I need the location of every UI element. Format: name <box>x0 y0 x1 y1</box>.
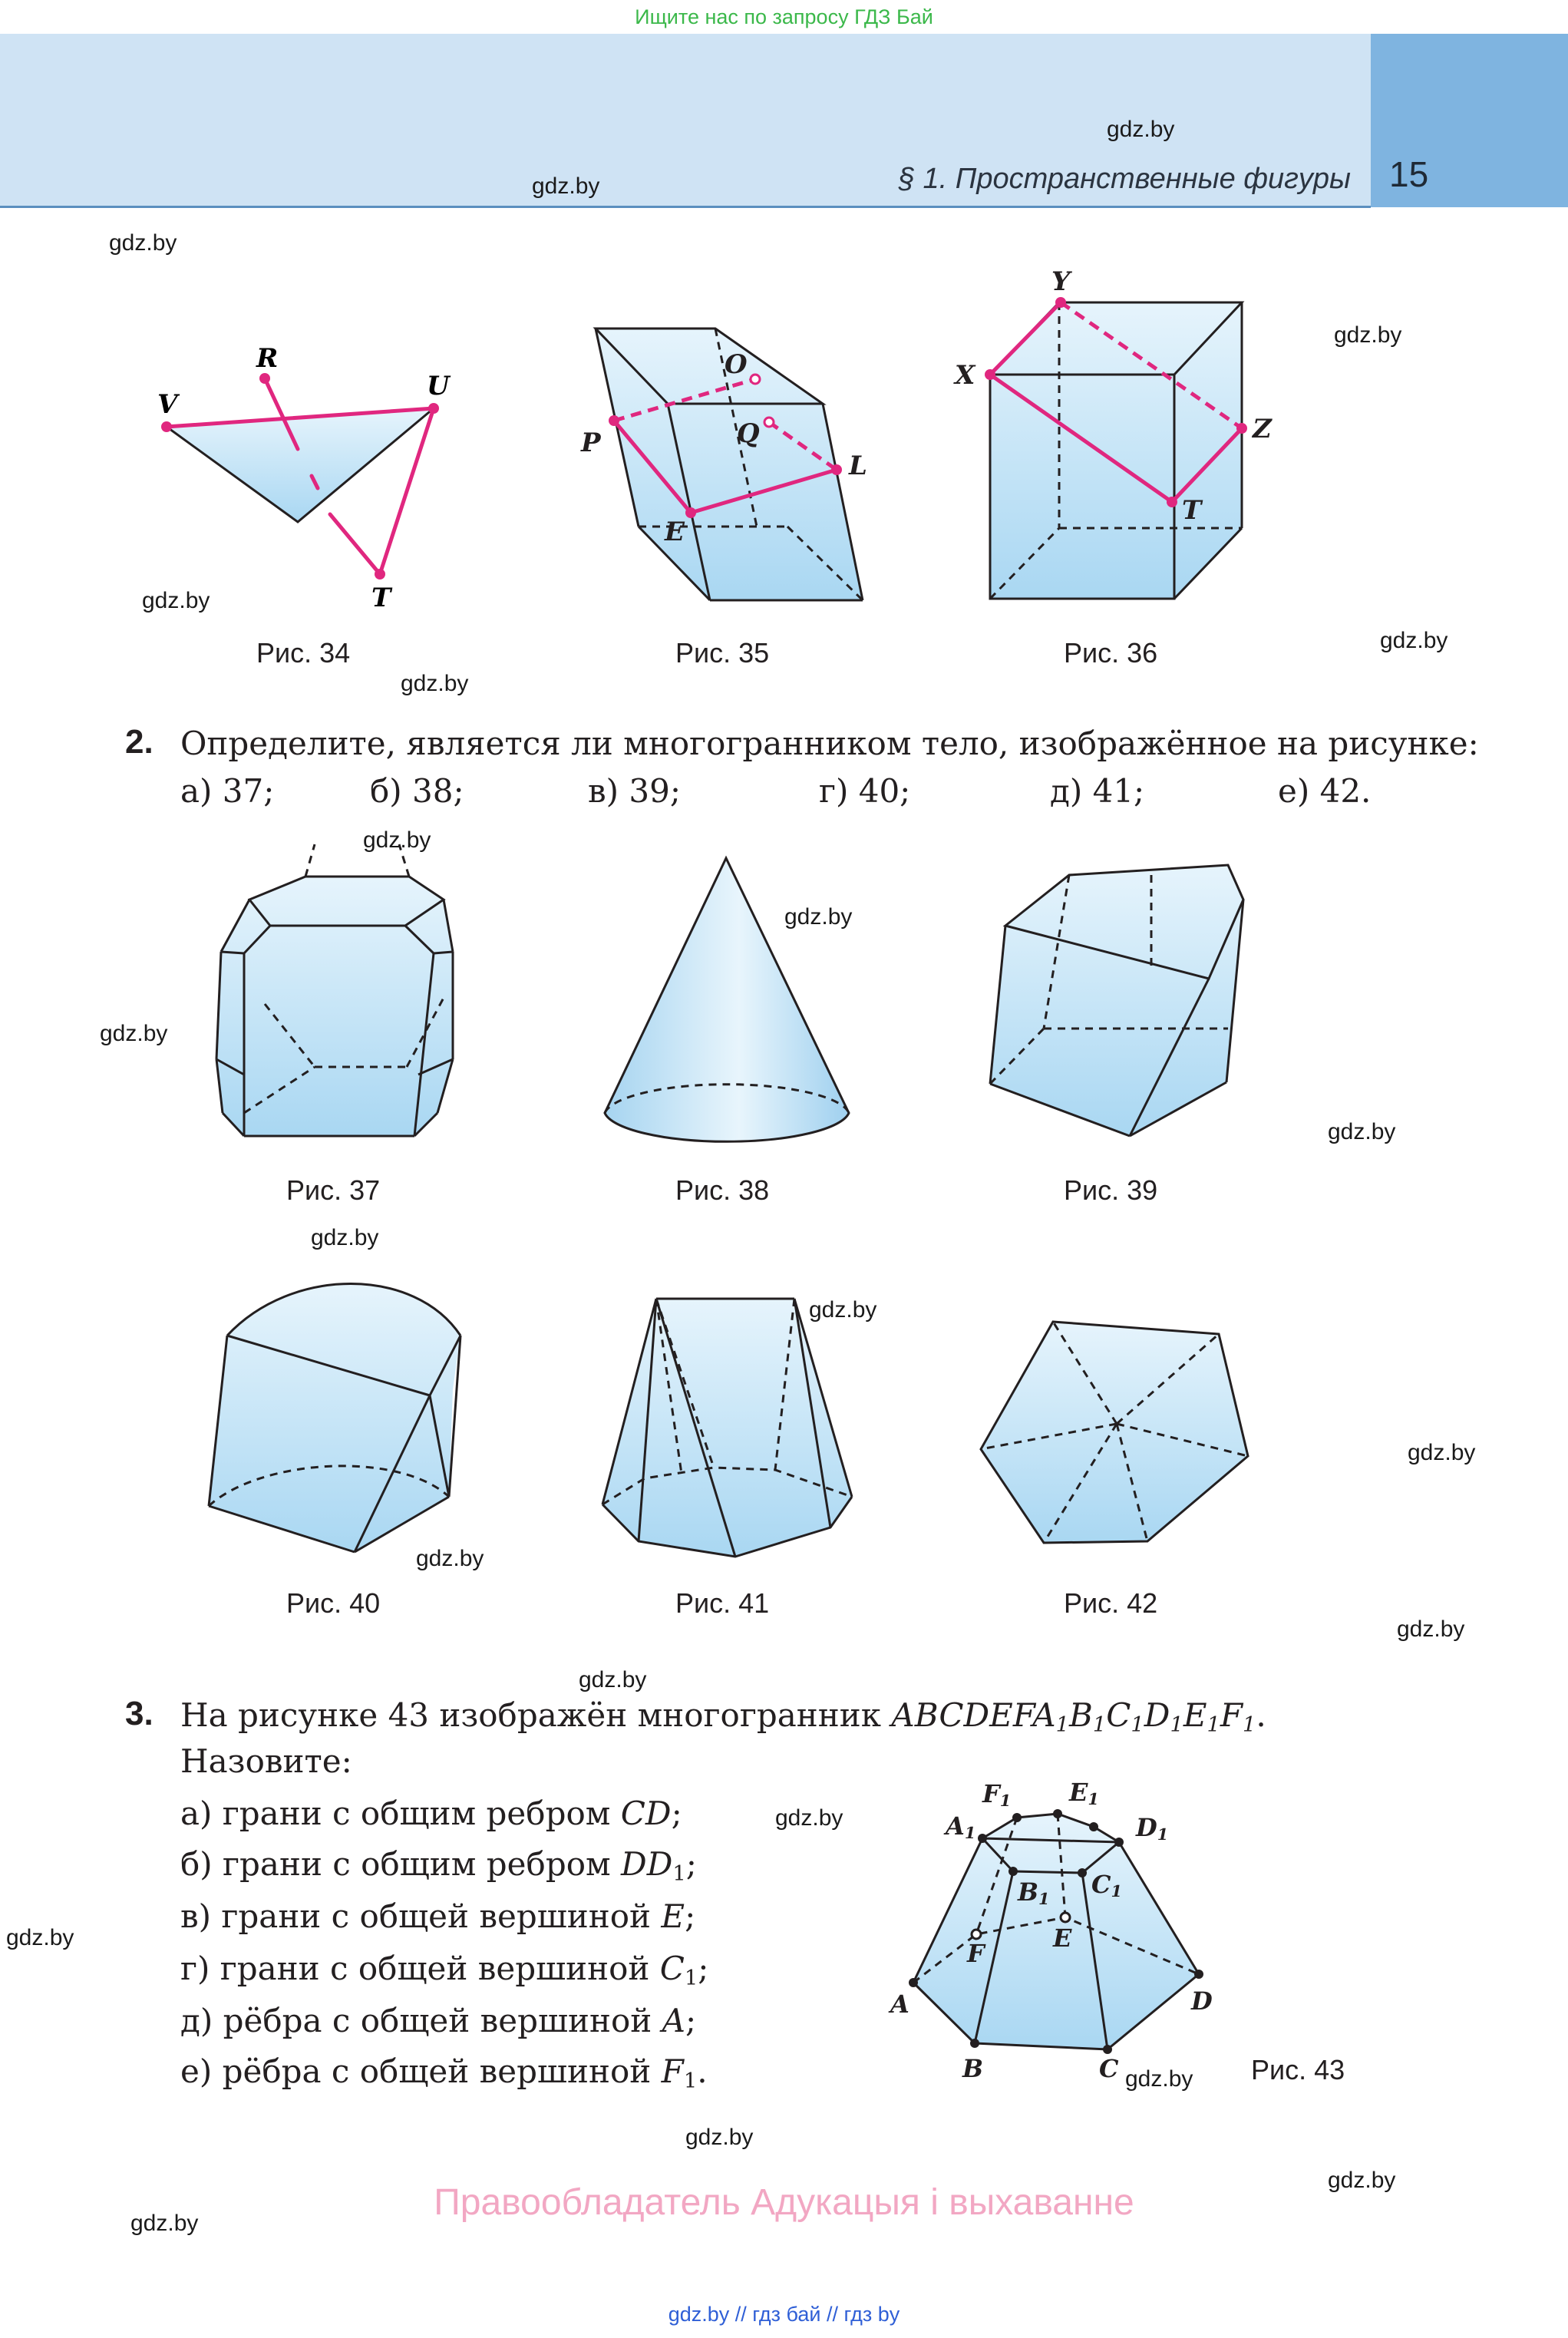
fig39-drawing <box>990 865 1243 1136</box>
watermark: gdz.by <box>311 1225 379 1250</box>
fig42-drawing <box>981 1322 1248 1543</box>
svg-text:X: X <box>955 360 975 391</box>
fig38-drawing <box>605 858 849 1141</box>
svg-text:R: R <box>256 343 279 374</box>
task3-item: е) рёбра с общей вершиной $F_1$. <box>180 2052 708 2093</box>
watermark: gdz.by <box>532 173 600 199</box>
caption-fig36: Рис. 36 <box>1064 637 1158 669</box>
label-F1: $F_1$ <box>982 1779 1012 1811</box>
caption-fig40: Рис. 40 <box>286 1587 381 1619</box>
watermark: gdz.by <box>109 230 177 256</box>
task3-number: 3. <box>125 1695 153 1732</box>
watermark: gdz.by <box>1328 1119 1396 1144</box>
task2-option: б) 38; <box>370 772 464 810</box>
fig34-drawing <box>157 343 451 613</box>
watermark: gdz.by <box>775 1805 843 1831</box>
svg-text:E: E <box>665 517 685 547</box>
fig40-drawing <box>209 1284 460 1553</box>
watermark: gdz.by <box>685 2125 754 2150</box>
watermark: gdz.by <box>784 904 853 930</box>
task2-option: а) 37; <box>180 772 275 810</box>
label-A: A <box>890 1990 909 2019</box>
caption-fig34: Рис. 34 <box>256 637 351 669</box>
svg-text:Z: Z <box>1253 414 1272 444</box>
task2-option: г) 40; <box>819 772 911 810</box>
watermark: gdz.by <box>1408 1440 1476 1465</box>
task2-text: Определите, является ли многогранником тело, изображённое на рисунке: <box>180 725 1479 762</box>
svg-text:T: T <box>1182 495 1202 526</box>
watermark: gdz.by <box>130 2211 199 2236</box>
task2-number: 2. <box>125 723 153 761</box>
watermark: gdz.by <box>1328 2168 1396 2193</box>
watermark: gdz.by <box>363 827 431 853</box>
task3-item: г) грани с общей вершиной $C_1$; <box>180 1950 709 1990</box>
fig37-drawing <box>216 844 453 1136</box>
label-E: E <box>1053 1924 1072 1953</box>
watermark: gdz.by <box>579 1667 647 1692</box>
caption-fig41: Рис. 41 <box>675 1587 770 1619</box>
watermark: gdz.by <box>100 1021 168 1046</box>
task2-option: в) 39; <box>588 772 681 810</box>
svg-text:T: T <box>371 583 391 613</box>
task3-item: в) грани с общей вершиной E; <box>180 1897 696 1935</box>
svg-text:L: L <box>849 451 867 481</box>
svg-text:O: O <box>725 349 748 380</box>
watermark: gdz.by <box>809 1297 877 1323</box>
caption-fig38: Рис. 38 <box>675 1174 770 1206</box>
footer-links[interactable]: gdz.by // гдз бай // гдз by <box>668 2303 900 2326</box>
label-E1: $E_1$ <box>1069 1778 1099 1809</box>
caption-fig37: Рис. 37 <box>286 1174 381 1206</box>
label-C1: $C_1$ <box>1091 1870 1122 1901</box>
fig41-drawing <box>602 1299 852 1557</box>
task2-option: д) 41; <box>1050 772 1145 810</box>
task3-intro: На рисунке 43 изображён многогранник $ABCDEFA_1B_1C_1D_1E_1F_1$. <box>180 1696 1266 1737</box>
caption-fig42: Рис. 42 <box>1064 1587 1158 1619</box>
svg-text:U: U <box>427 371 450 401</box>
watermark: gdz.by <box>401 671 469 696</box>
task3-item: б) грани с общим ребром $DD_1$; <box>180 1845 697 1886</box>
watermark: gdz.by <box>1397 1616 1465 1642</box>
task3-item: д) рёбра с общей вершиной A; <box>180 2002 697 2039</box>
label-D: D <box>1191 1986 1213 2016</box>
svg-text:Y: Y <box>1051 266 1071 297</box>
running-head: § 1. Пространственные фигуры <box>898 163 1351 195</box>
caption-fig39: Рис. 39 <box>1064 1174 1158 1206</box>
copyright-notice: Правообладатель Адукацыя і выхаванне <box>434 2182 1134 2223</box>
polyhedron-name: $ABCDEFA_1B_1C_1D_1E_1F_1$ <box>891 1696 1256 1737</box>
task2-option: е) 42. <box>1278 772 1372 810</box>
label-B1: $B_1$ <box>1018 1877 1050 1909</box>
watermark: gdz.by <box>416 1546 484 1571</box>
label-F: F <box>967 1939 985 1968</box>
watermark: gdz.by <box>6 1925 74 1950</box>
watermark: gdz.by <box>1125 2066 1193 2092</box>
page-number: 15 <box>1389 154 1429 194</box>
svg-text:V: V <box>157 389 178 420</box>
fig36-drawing <box>953 266 1273 599</box>
top-banner[interactable]: Ищите нас по запросу ГДЗ Бай <box>635 5 933 28</box>
caption-fig43: Рис. 43 <box>1251 2054 1345 2085</box>
label-D1: $D_1$ <box>1136 1813 1169 1844</box>
watermark: gdz.by <box>142 588 210 613</box>
svg-text:Q: Q <box>737 418 760 449</box>
task3-item: а) грани с общим ребром CD; <box>180 1795 682 1832</box>
task3-name-it: Назовите: <box>180 1742 352 1780</box>
label-A1: $A_1$ <box>946 1811 976 1843</box>
watermark: gdz.by <box>1107 117 1175 142</box>
caption-fig35: Рис. 35 <box>675 637 770 669</box>
label-C: C <box>1099 2054 1119 2083</box>
svg-text:P: P <box>581 428 601 458</box>
watermark: gdz.by <box>1380 628 1448 653</box>
label-B: B <box>962 2054 984 2083</box>
watermark: gdz.by <box>1334 322 1402 348</box>
fig35-drawing <box>580 329 867 600</box>
